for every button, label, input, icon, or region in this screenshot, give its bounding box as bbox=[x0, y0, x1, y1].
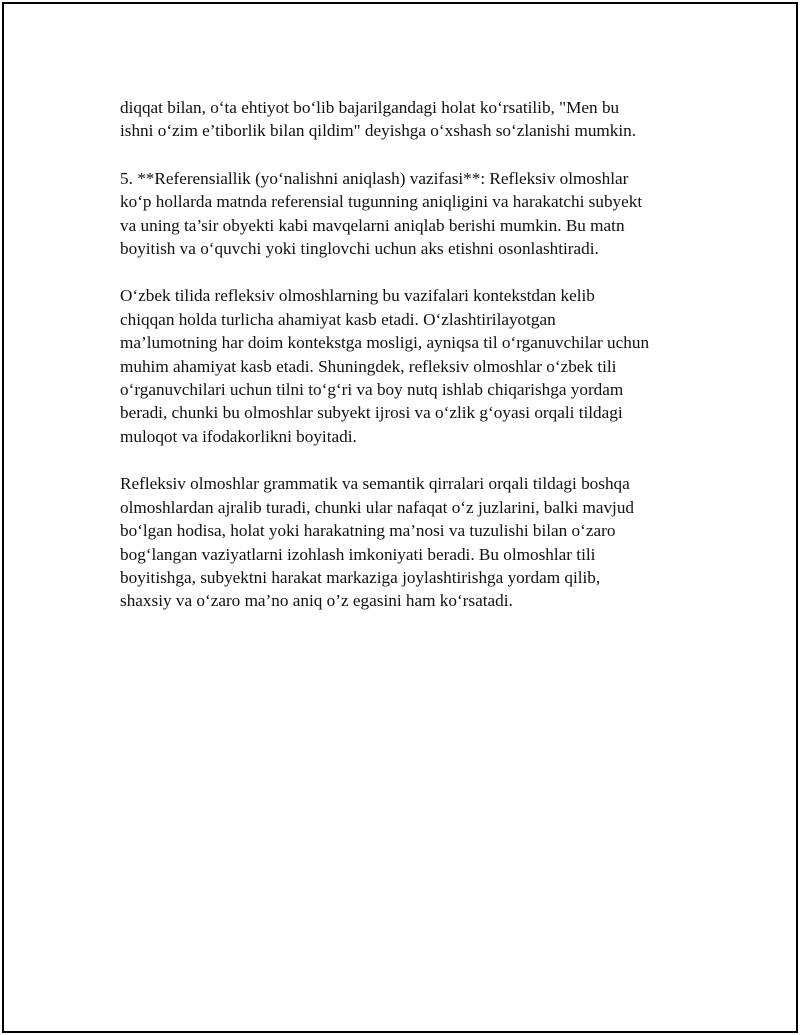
paragraph-context: O‘zbek tilida refleksiv olmoshlarning bu vazifalari kontekstdan kelib chiqqan holda turlicha ahamiyat kasb etadi. O‘zlashtirilayotgan ma’lumotning har doim kontekstga mosligi, ayniqsa til o‘rganuvchilar uchun muhim ahamiyat kasb etadi. Shuningdek, refleksiv olmoshlar o‘zbek tili o‘rganuvchilari uchun tilni to‘g‘ri va boy nutq ishlab chiqarishga yordam beradi, chunki bu olmoshlar subyekt ijrosi va o‘zlik g‘oyasi orqali tildagi muloqot va ifodakorlikni boyitadi. bbox=[120, 286, 650, 446]
paragraph-referentiality: 5. **Referensiallik (yo‘nalishni aniqlash) vazifasi**: Refleksiv olmoshlar ko‘p hollarda matnda referensial tugunning aniqligini va harakatchi subyekt va uning ta’sir obyekti kabi mavqelarni aniqlab berishi mumkin. Bu matn boyitish va o‘quvchi yoki tinglovchi uchun aks etishni osonlashtiradi. bbox=[120, 168, 643, 259]
document-page bbox=[2, 2, 798, 1033]
paragraph-continuation: diqqat bilan, o‘ta ehtiyot bo‘lib bajarilgandagi holat ko‘rsatilib, "Men bu ishni o‘zim e’tiborlik bilan qildim" deyishga o‘xshash so‘zlanishi mumkin. bbox=[120, 98, 637, 141]
document-body bbox=[120, 96, 690, 637]
paragraph-conclusion: Refleksiv olmoshlar grammatik va semantik qirralari orqali tildagi boshqa olmoshlardan ajralib turadi, chunki ular nafaqat o‘z juzlarini, balki mavjud bo‘lgan hodisa, holat yoki harakatning ma’nosi va tuzulishi bilan o‘zaro bog‘langan vaziyatlarni izohlash imkoniyati beradi. Bu olmoshlar tili boyitishga, subyektni harakat markaziga joylashtirishga yordam qilib, shaxsiy va o‘zaro ma’no aniq o’z egasini ham ko‘rsatadi. bbox=[120, 474, 635, 611]
